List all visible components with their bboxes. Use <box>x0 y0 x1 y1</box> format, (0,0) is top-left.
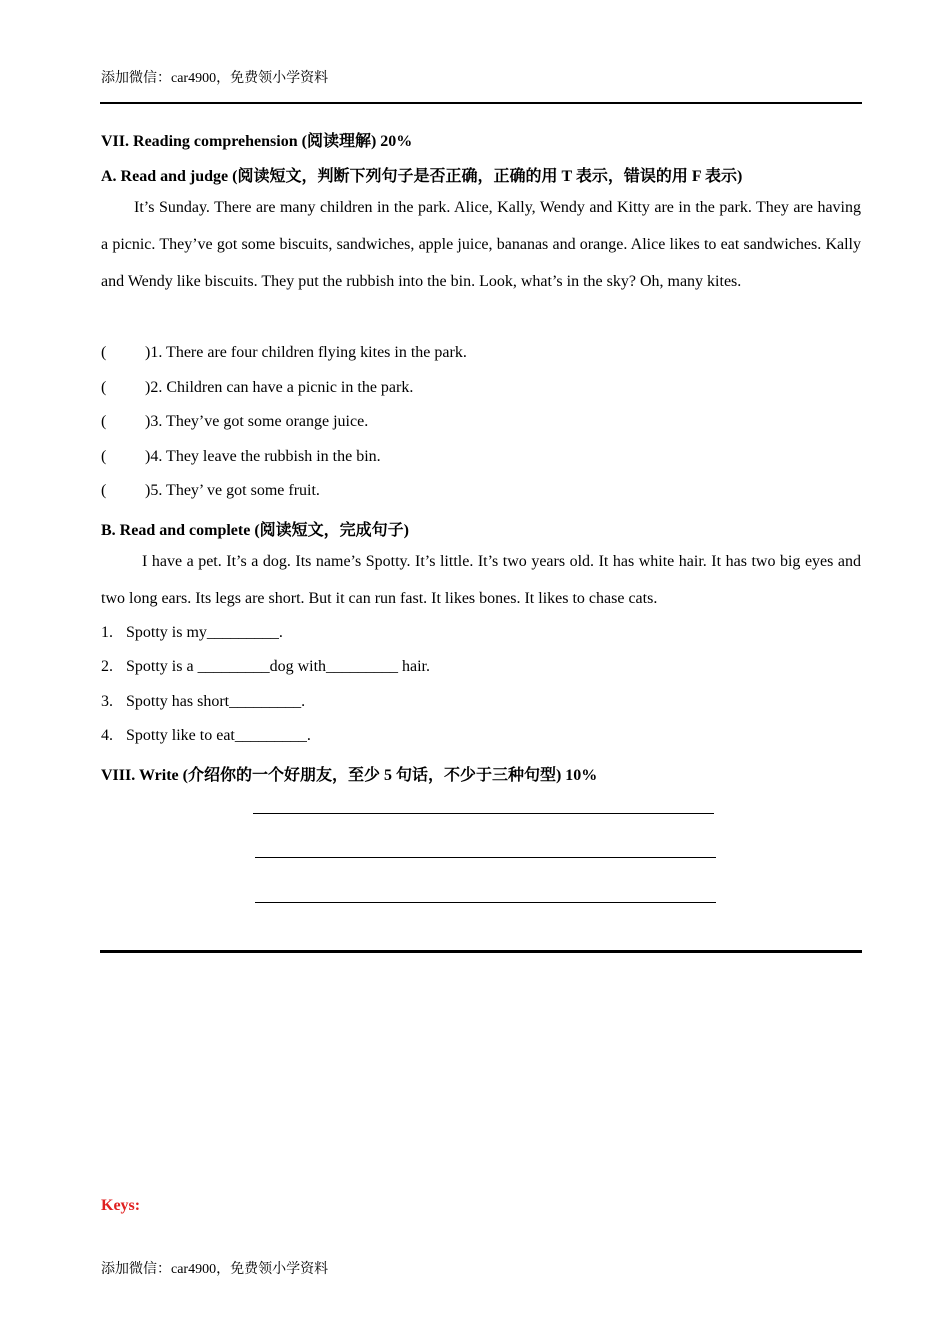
complete-item <box>101 658 430 676</box>
complete-sentence: Spotty has short_________. <box>126 693 306 710</box>
judge-statement: )2. Children can have a picnic in the park. <box>145 379 414 396</box>
item-number: 1. <box>101 624 113 641</box>
page-header: 添加微信：car4900，免费领小学资料 <box>101 71 329 86</box>
item-number: 4. <box>101 727 113 744</box>
part-a-title: A. Read and judge (阅读短文，判断下列句子是否正确，正确的用 T 表示，错误的用 F 表示) <box>101 168 743 185</box>
section-7-title: VII. Reading comprehension (阅读理解) 20% <box>101 133 413 150</box>
judge-answer-blank: ( <box>101 344 107 361</box>
complete-sentence: Spotty is a _________dog with_________ hair. <box>126 658 430 675</box>
part-b-passage-text: I have a pet. It’s a dog. Its name’s Spotty. It’s little. It’s two years old. It has white hair. It has two big eyes and two long ears. Its legs are short. But it can run fast. It likes bones. It likes to chase cats. <box>101 553 861 607</box>
section-8-title: VIII. Write (介绍你的一个好朋友，至少 5 句话，不少于三种句型) 10% <box>101 767 598 784</box>
judge-answer-blank: ( <box>101 413 107 430</box>
judge-statement: )3. They’ve got some orange juice. <box>145 413 369 430</box>
judge-answer-blank: ( <box>101 379 107 396</box>
judge-item <box>101 482 320 500</box>
part-a-passage <box>101 189 861 300</box>
item-number: 3. <box>101 693 113 710</box>
part-a-passage-text: It’s Sunday. There are many children in the park. Alice, Kally, Wendy and Kitty are in the park. They are having a picnic. They’ve got some biscuits, sandwiches, apple juice, bananas and orange. Alice likes to eat sandwiches. Kally and Wendy like biscuits. They put the rubbish into the bin. Look, what’s in the sky? Oh, many kites. <box>101 199 861 290</box>
keys-heading: Keys: <box>101 1197 141 1214</box>
complete-sentence: Spotty like to eat_________. <box>126 727 311 744</box>
part-b-title: B. Read and complete (阅读短文，完成句子) <box>101 522 409 539</box>
writing-line <box>255 857 716 858</box>
part-b-passage <box>101 543 861 617</box>
content-divider <box>100 950 862 953</box>
complete-sentence: Spotty is my_________. <box>126 624 283 641</box>
judge-answer-blank: ( <box>101 448 107 465</box>
judge-item <box>101 379 413 397</box>
complete-item <box>101 624 283 642</box>
judge-answer-blank: ( <box>101 482 107 499</box>
judge-statement: )1. There are four children flying kites in the park. <box>145 344 467 361</box>
writing-line <box>253 813 714 814</box>
item-number: 2. <box>101 658 113 675</box>
judge-statement: )4. They leave the rubbish in the bin. <box>145 448 381 465</box>
judge-statement: )5. They’ ve got some fruit. <box>145 482 320 499</box>
judge-item <box>101 448 381 466</box>
complete-item <box>101 693 305 711</box>
judge-item <box>101 413 368 431</box>
header-divider <box>100 102 862 104</box>
complete-item <box>101 727 311 745</box>
judge-item <box>101 344 467 362</box>
writing-line <box>255 902 716 903</box>
page-footer: 添加微信：car4900，免费领小学资料 <box>101 1262 329 1277</box>
